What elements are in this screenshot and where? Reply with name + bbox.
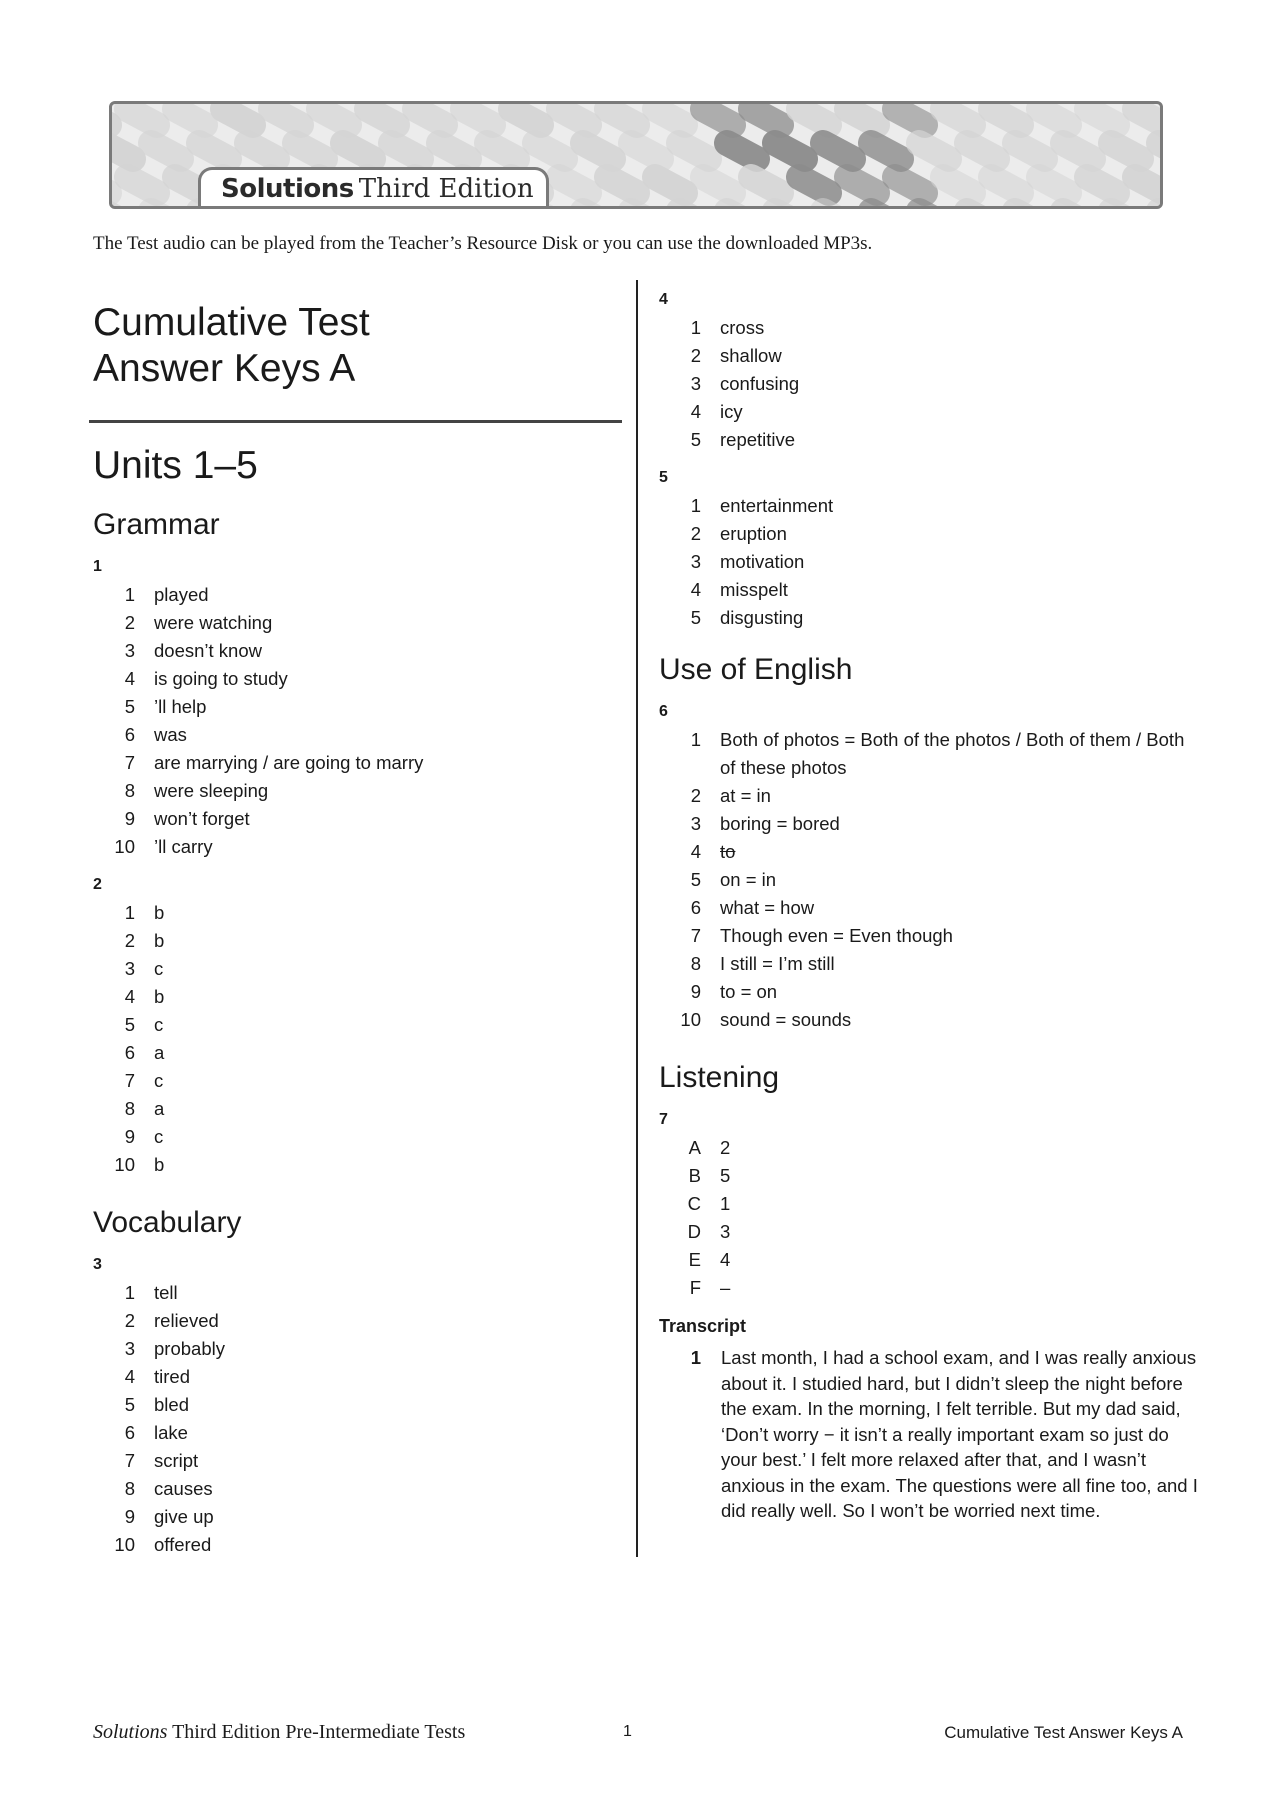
brand-name: Solutions: [221, 174, 354, 204]
answer-item: [93, 805, 618, 833]
answer-item: [659, 866, 1199, 894]
item-number: 3: [124, 640, 135, 661]
item-number: 4: [124, 668, 135, 689]
answer-list-q4: [659, 314, 1199, 454]
item-number: 10: [114, 1154, 135, 1175]
answer-item: [659, 604, 1199, 632]
left-column: [93, 300, 618, 1573]
answer-item: [93, 693, 618, 721]
answer-item: [659, 726, 1199, 782]
answer-item: [93, 1335, 618, 1363]
answer-text: motivation: [720, 551, 805, 572]
answer-item: [659, 342, 1199, 370]
answer-item: [659, 370, 1199, 398]
answer-item: [659, 978, 1199, 1006]
answer-item: [93, 1363, 618, 1391]
item-number: 1: [124, 584, 135, 605]
answer-item: [93, 1419, 618, 1447]
answer-text: ’ll help: [154, 696, 207, 717]
answer-text: is going to study: [154, 668, 288, 689]
answer-item: [93, 749, 618, 777]
answer-text: b: [154, 1154, 165, 1175]
answer-text: give up: [154, 1506, 214, 1527]
item-number: 10: [114, 1534, 135, 1555]
answer-text: were sleeping: [154, 780, 269, 801]
answer-item: [93, 899, 618, 927]
item-number: 2: [124, 930, 135, 951]
item-number: E: [688, 1249, 701, 1270]
answer-item: [659, 314, 1199, 342]
item-number: 5: [124, 1394, 135, 1415]
item-number: 2: [124, 612, 135, 633]
item-number: 5: [124, 696, 135, 717]
answer-text: shallow: [720, 345, 782, 366]
answer-text: 4: [720, 1249, 731, 1270]
answer-item: [93, 955, 618, 983]
header-banner: [109, 101, 1163, 209]
answer-text: repetitive: [720, 429, 796, 450]
item-number: 1: [690, 729, 701, 750]
answer-list-q3: [93, 1279, 618, 1559]
answer-item: [93, 777, 618, 805]
answer-item: [93, 1503, 618, 1531]
answer-item: [93, 1307, 618, 1335]
answer-text: relieved: [154, 1310, 219, 1331]
answer-text: tired: [154, 1366, 190, 1387]
transcript-heading: Transcript: [659, 1316, 747, 1336]
section-use-of-english: Use of English: [659, 653, 853, 686]
item-number: 3: [690, 813, 701, 834]
answer-item: [93, 581, 618, 609]
column-divider: [636, 280, 638, 1557]
answer-item: [93, 1391, 618, 1419]
answer-text: a: [154, 1098, 165, 1119]
item-number: 7: [124, 1070, 135, 1091]
footer-title: [93, 1721, 465, 1744]
answer-text: c: [154, 958, 164, 979]
item-number: 9: [124, 1126, 135, 1147]
footer-doc-name: Cumulative Test Answer Keys A: [944, 1723, 1183, 1742]
item-number: 6: [690, 897, 701, 918]
answer-text: c: [154, 1014, 164, 1035]
answer-text: misspelt: [720, 579, 788, 600]
answer-text: causes: [154, 1478, 213, 1499]
item-number: 10: [680, 1009, 701, 1030]
item-number: 8: [124, 780, 135, 801]
item-number: 9: [690, 981, 701, 1002]
item-number: C: [687, 1193, 701, 1214]
answer-text: script: [154, 1450, 199, 1471]
item-number: 1: [690, 317, 701, 338]
right-column: [659, 290, 1199, 1524]
answer-item: [659, 1162, 1199, 1190]
item-number: 9: [124, 1506, 135, 1527]
item-number: 5: [690, 869, 701, 890]
answer-text: I still = I’m still: [720, 953, 835, 974]
item-number: 4: [690, 841, 701, 862]
answer-item: [93, 1151, 618, 1179]
footer-title-rest: Third Edition Pre-Intermediate Tests: [167, 1721, 466, 1743]
item-number: F: [689, 1277, 701, 1298]
answer-item: [93, 927, 618, 955]
answer-item: [659, 492, 1199, 520]
answer-item: [659, 950, 1199, 978]
item-number: 2: [690, 345, 701, 366]
item-number: 7: [690, 925, 701, 946]
answer-text: c: [154, 1126, 164, 1147]
answer-item: [659, 1274, 1199, 1302]
title-rule: [89, 420, 622, 423]
answer-text: confusing: [720, 373, 800, 394]
intro-text: The Test audio can be played from the Teacher’s Resource Disk or you can use the downloaded MP3s.: [93, 233, 873, 254]
answer-text: doesn’t know: [154, 640, 262, 661]
answer-list-q6: [659, 726, 1199, 1034]
answer-text: on = in: [720, 869, 777, 890]
answer-text: b: [154, 902, 165, 923]
section-vocabulary: Vocabulary: [93, 1206, 242, 1239]
answer-text: b: [154, 986, 165, 1007]
page-number: 1: [623, 1723, 632, 1740]
transcript-text: Last month, I had a school exam, and I was really anxious about it. I studied hard, but I didn’t sleep the night before the exam. In the morning, I felt terrible. But my dad said, ‘Don’t worry − it isn’t a really important exam so just do your best.’ I felt more relaxed after that, and I wasn’t anxious in the exam. The questions were all fine too, and I did really well. So I won’t be worried next time.: [721, 1347, 1198, 1521]
item-number: 3: [690, 373, 701, 394]
transcript-list: [659, 1345, 1199, 1524]
answer-item: [659, 1218, 1199, 1246]
answer-text: c: [154, 1070, 164, 1091]
item-number: 1: [124, 902, 135, 923]
answer-item: [93, 983, 618, 1011]
answer-text: eruption: [720, 523, 787, 544]
answer-item: [93, 1475, 618, 1503]
doc-title-line2: Answer Keys A: [93, 347, 356, 390]
item-number: 8: [690, 953, 701, 974]
brand-logo: [221, 174, 534, 204]
answer-text: sound = sounds: [720, 1009, 852, 1030]
answer-item: [659, 838, 1199, 866]
answer-text: at = in: [720, 785, 771, 806]
answer-item: [659, 576, 1199, 604]
units-heading: Units 1–5: [93, 444, 258, 487]
item-number: 10: [114, 836, 135, 857]
answer-item: [93, 609, 618, 637]
answer-item: [93, 637, 618, 665]
answer-text: 1: [720, 1193, 731, 1214]
item-number: 3: [690, 551, 701, 572]
item-number: 2: [690, 523, 701, 544]
answer-text: disgusting: [720, 607, 804, 628]
item-number: 1: [124, 1282, 135, 1303]
answer-item: [659, 548, 1199, 576]
answer-text: probably: [154, 1338, 225, 1359]
answer-list-q1: [93, 581, 618, 861]
answer-text: Both of photos = Both of the photos / Both of them / Both of these photos: [720, 729, 1185, 778]
answer-text: 3: [720, 1221, 731, 1242]
item-number: 4: [124, 1366, 135, 1387]
item-number: 4: [690, 401, 701, 422]
item-number: 3: [124, 958, 135, 979]
item-number: 9: [124, 808, 135, 829]
answer-list-q5: [659, 492, 1199, 632]
question-number: 1: [93, 558, 102, 575]
answer-item: [93, 833, 618, 861]
item-number: 2: [124, 1310, 135, 1331]
answer-item: [93, 665, 618, 693]
item-number: 1: [690, 495, 701, 516]
answer-item: [93, 1011, 618, 1039]
answer-text: cross: [720, 317, 765, 338]
item-number: 4: [690, 579, 701, 600]
item-number: 1: [690, 1347, 701, 1368]
item-number: 6: [124, 1422, 135, 1443]
item-number: D: [687, 1221, 701, 1242]
answer-text: are marrying / are going to marry: [154, 752, 424, 773]
answer-text: a: [154, 1042, 165, 1063]
answer-text: to: [720, 841, 736, 862]
item-number: 7: [124, 752, 135, 773]
item-number: 5: [690, 429, 701, 450]
answer-text: boring = bored: [720, 813, 840, 834]
item-number: B: [688, 1165, 701, 1186]
answer-text: what = how: [720, 897, 815, 918]
answer-text: b: [154, 930, 165, 951]
answer-list-q2: [93, 899, 618, 1179]
section-grammar: Grammar: [93, 508, 220, 541]
answer-item: [659, 1190, 1199, 1218]
item-number: A: [688, 1137, 701, 1158]
answer-item: [659, 426, 1199, 454]
answer-text: entertainment: [720, 495, 834, 516]
footer-brand: Solutions: [93, 1721, 168, 1743]
section-listening: Listening: [659, 1061, 780, 1094]
answer-text: was: [154, 724, 187, 745]
item-number: 2: [690, 785, 701, 806]
item-number: 4: [124, 986, 135, 1007]
answer-item: [659, 782, 1199, 810]
answer-text: 2: [720, 1137, 731, 1158]
answer-list-q7: [659, 1134, 1199, 1302]
question-number: 7: [659, 1111, 668, 1128]
item-number: 6: [124, 1042, 135, 1063]
answer-text: 5: [720, 1165, 731, 1186]
answer-item: [93, 1067, 618, 1095]
answer-item: [659, 398, 1199, 426]
answer-text: tell: [154, 1282, 178, 1303]
answer-text: ’ll carry: [154, 836, 213, 857]
answer-text: –: [720, 1277, 731, 1298]
answer-text: offered: [154, 1534, 212, 1555]
doc-title-line1: Cumulative Test: [93, 301, 370, 344]
item-number: 5: [690, 607, 701, 628]
answer-item: [659, 1006, 1199, 1034]
answer-text: won’t forget: [154, 808, 250, 829]
item-number: 3: [124, 1338, 135, 1359]
answer-text: Though even = Even though: [720, 925, 953, 946]
answer-item: [659, 894, 1199, 922]
answer-text: lake: [154, 1422, 188, 1443]
item-number: 5: [124, 1014, 135, 1035]
answer-item: [659, 1246, 1199, 1274]
question-number: 3: [93, 1256, 102, 1273]
item-number: 8: [124, 1478, 135, 1499]
answer-item: [93, 1095, 618, 1123]
answer-item: [659, 810, 1199, 838]
answer-item: [93, 1123, 618, 1151]
answer-item: [93, 1279, 618, 1307]
answer-item: [93, 1531, 618, 1559]
answer-item: [93, 1039, 618, 1067]
question-number: 4: [659, 291, 668, 308]
answer-item: [659, 520, 1199, 548]
transcript-item: [659, 1345, 1199, 1524]
item-number: 8: [124, 1098, 135, 1119]
item-number: 6: [124, 724, 135, 745]
item-number: 7: [124, 1450, 135, 1471]
question-number: 2: [93, 876, 102, 893]
answer-item: [93, 721, 618, 749]
brand-edition: Third Edition: [358, 174, 534, 204]
answer-item: [659, 1134, 1199, 1162]
answer-text: were watching: [154, 612, 273, 633]
answer-text: played: [154, 584, 209, 605]
answer-text: icy: [720, 401, 743, 422]
question-number: 5: [659, 469, 668, 486]
answer-text: bled: [154, 1394, 189, 1415]
answer-item: [93, 1447, 618, 1475]
answer-text: to = on: [720, 981, 778, 1002]
answer-item: [659, 922, 1199, 950]
question-number: 6: [659, 703, 668, 720]
